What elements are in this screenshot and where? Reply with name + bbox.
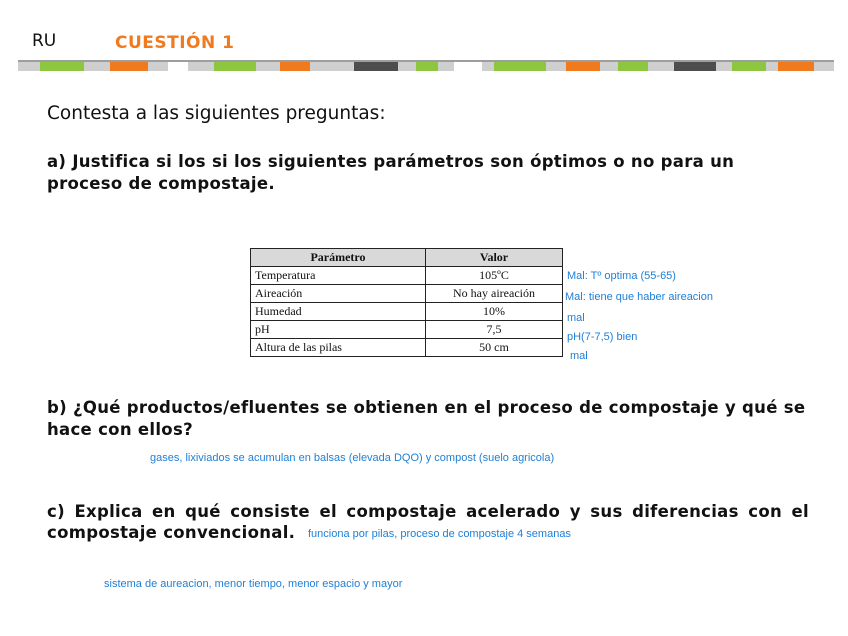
table-cell-param: Temperatura (251, 267, 426, 285)
table-cell-value: 10% (426, 303, 563, 321)
question-a-line1: a) Justifica si los si los siguientes parámetros son óptimos o no para un (47, 152, 735, 171)
annotation-humedad: mal (567, 312, 585, 324)
table-cell-param: Altura de las pilas (251, 339, 426, 357)
table-cell-value: 7,5 (426, 321, 563, 339)
table-row (251, 303, 563, 321)
table-row (251, 267, 563, 285)
table-header-valor: Valor (426, 249, 563, 267)
decorative-stripe (18, 62, 834, 71)
question-c-line1: c) Explica en qué consiste el compostaje acelerado y sus diferencias con el (47, 502, 809, 521)
intro-text: Contesta a las siguientes preguntas: (47, 103, 386, 124)
question-b-line2: hace con ellos? (47, 420, 193, 439)
table-row (251, 321, 563, 339)
table-cell-param: pH (251, 321, 426, 339)
table-cell-value: No hay aireación (426, 285, 563, 303)
answer-c2: sistema de aureacion, menor tiempo, menor espacio y mayor (104, 578, 403, 590)
annotation-ph: pH(7-7,5) bien (567, 331, 638, 343)
question-b-line1: b) ¿Qué productos/efluentes se obtienen en el proceso de compostaje y qué se (47, 398, 806, 417)
table-row (251, 339, 563, 357)
annotation-temperatura: Mal: Tº optima (55-65) (567, 270, 676, 282)
annotation-aireacion: Mal: tiene que haber aireacion (565, 291, 713, 303)
table-cell-param: Humedad (251, 303, 426, 321)
question-c-line2: compostaje convencional. (47, 523, 296, 542)
slide-code: RU (32, 31, 57, 51)
table-header-row (251, 249, 563, 267)
table-cell-value: 105ºC (426, 267, 563, 285)
answer-b: gases, lixiviados se acumulan en balsas (elevada DQO) y compost (suelo agricola) (150, 452, 555, 464)
parameters-table (250, 248, 563, 357)
table-row (251, 285, 563, 303)
answer-c1: funciona por pilas, proceso de compostaje 4 semanas (308, 528, 571, 540)
question-a (47, 151, 747, 195)
table-header-parametro: Parámetro (251, 249, 426, 267)
annotation-altura: mal (570, 350, 588, 362)
question-title: CUESTIÓN 1 (115, 33, 235, 53)
question-a-line2: proceso de compostaje. (47, 174, 275, 193)
table-cell-value: 50 cm (426, 339, 563, 357)
question-b (47, 397, 817, 441)
table-cell-param: Aireación (251, 285, 426, 303)
